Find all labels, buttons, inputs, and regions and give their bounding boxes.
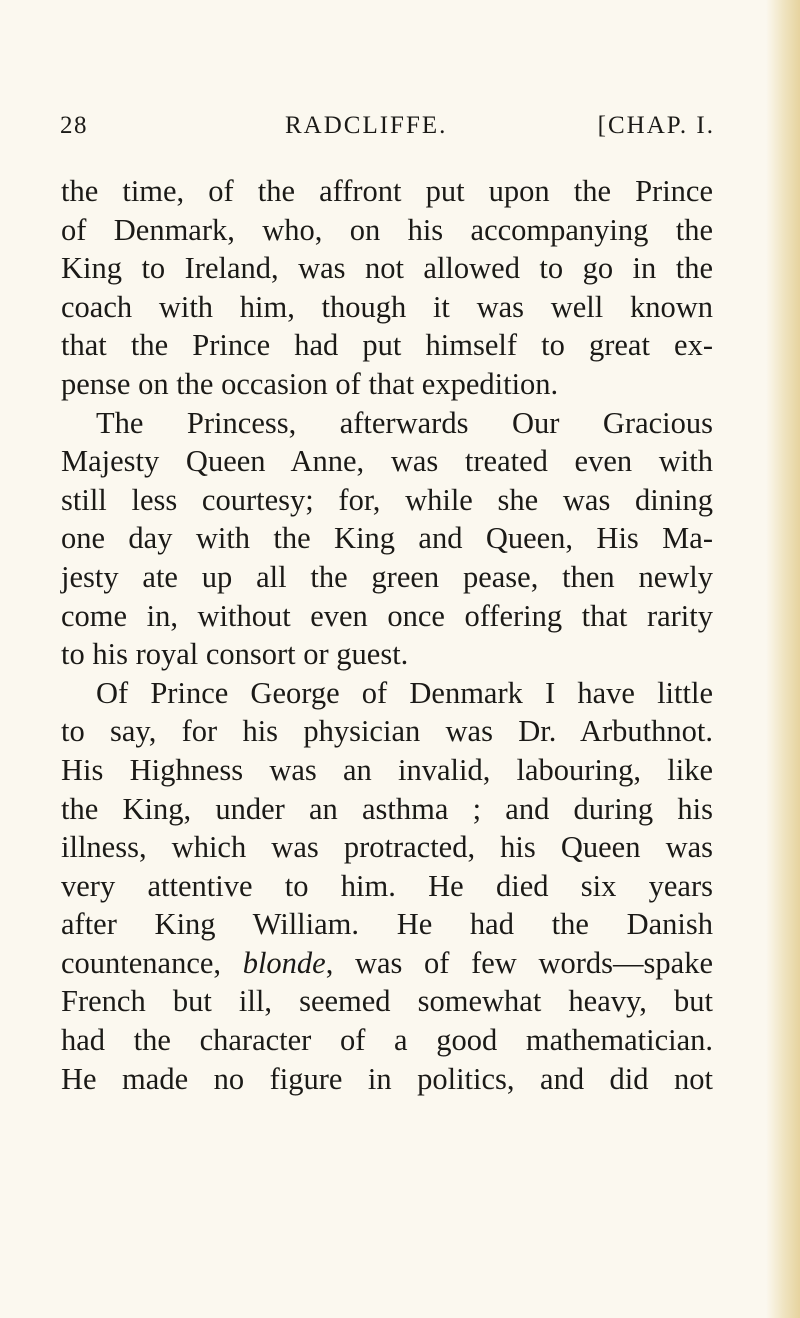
text-line: the time, of the affront put upon the Prince <box>61 174 713 208</box>
text-line: He made no figure in politics, and did not <box>61 1061 713 1096</box>
text-line: had the character of a good mathematician. <box>61 1023 713 1058</box>
text-segment: countenance, <box>61 945 243 980</box>
text-line: come in, without even once offering that rarity <box>61 598 713 633</box>
text-line: the King, under an asthma ; and during his <box>61 791 713 826</box>
text-line: to his royal consort or guest. <box>61 637 409 672</box>
page-edge-shading <box>766 0 800 1318</box>
running-title: RADCLIFFE. <box>285 112 448 139</box>
body-text <box>61 172 713 1098</box>
text-line: still less courtesy; for, while she was dining <box>61 482 713 517</box>
text-line: Of Prince George of Denmark I have little <box>96 675 713 710</box>
text-line: very attentive to him. He died six years <box>61 868 713 903</box>
italic-word: blonde <box>242 945 326 980</box>
running-head <box>60 112 715 148</box>
text-line: after King William. He had the Danish <box>61 907 713 942</box>
chapter-reference: [CHAP. I. <box>597 112 715 139</box>
text-segment: , was of few words—spake <box>325 945 713 980</box>
text-line: His Highness was an invalid, labouring, like <box>61 752 713 787</box>
page-number: 28 <box>60 112 88 139</box>
text-line: one day with the King and Queen, His Ma- <box>61 521 713 556</box>
text-line: The Princess, afterwards Our Gracious <box>96 405 713 440</box>
text-line: pense on the occasion of that expedition. <box>61 366 559 401</box>
text-line: to say, for his physician was Dr. Arbuthnot. <box>61 714 713 749</box>
text-line: jesty ate up all the green pease, then newly <box>61 559 713 594</box>
text-line: French but ill, seemed somewhat heavy, but <box>61 984 713 1019</box>
text-line: illness, which was protracted, his Queen was <box>61 830 713 865</box>
text-line: coach with him, though it was well known <box>61 289 713 324</box>
text-line: Majesty Queen Anne, was treated even with <box>61 444 713 479</box>
text-line: King to Ireland, was not allowed to go in the <box>61 251 713 286</box>
text-line: that the Prince had put himself to great ex- <box>61 328 713 363</box>
text-line: of Denmark, who, on his accompanying the <box>61 212 713 247</box>
text-line-with-italic <box>61 944 713 983</box>
